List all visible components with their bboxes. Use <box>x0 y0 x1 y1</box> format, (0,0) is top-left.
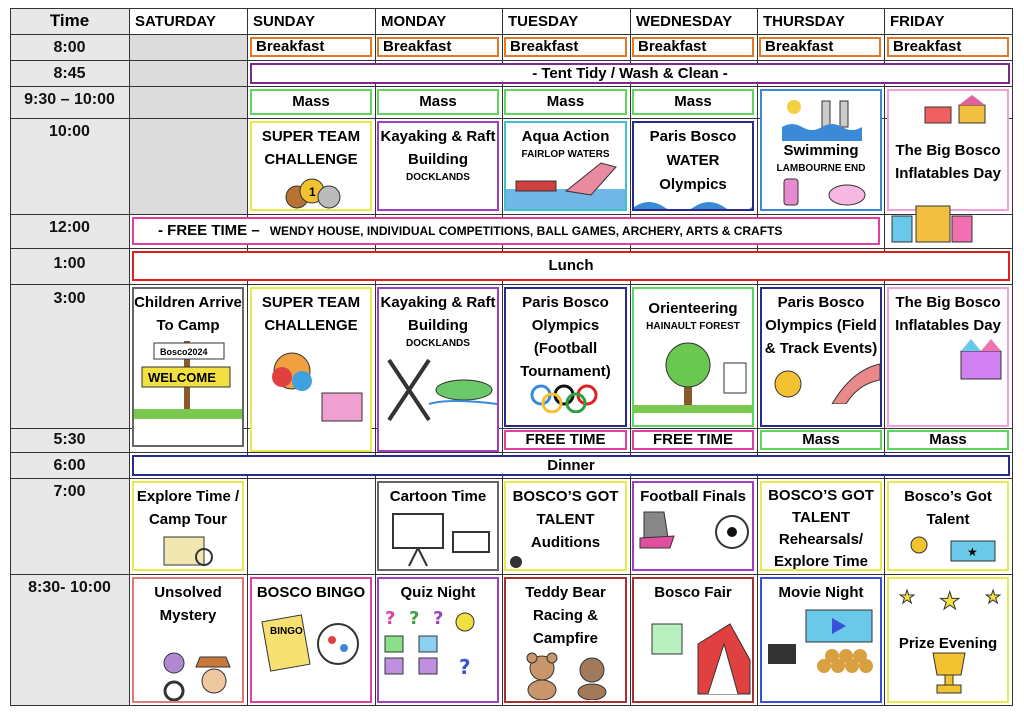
kayak-paddles-icon <box>379 350 497 450</box>
water-splash-icon <box>634 197 752 211</box>
time-column <box>10 8 129 706</box>
svg-text:WELCOME: WELCOME <box>148 370 216 385</box>
time-0930: 9:30 – 10:00 <box>24 91 115 108</box>
morning-tuesday: Aqua Action FAIRLOP WATERS <box>504 121 627 211</box>
map-magnifier-icon <box>134 531 242 571</box>
mass-friday-evening: Mass <box>887 430 1009 450</box>
time-0300: 3:00 <box>53 290 86 307</box>
svg-text:?: ? <box>409 608 420 629</box>
breakfast-tuesday: Breakfast <box>504 37 627 57</box>
breakfast-thursday: Breakfast <box>759 37 881 57</box>
afternoon-wednesday: Orienteering HAINAULT FOREST <box>632 287 754 427</box>
projector-screen-icon <box>379 508 497 569</box>
pool-icon <box>782 97 862 141</box>
football-boot-icon <box>634 508 752 569</box>
header-wednesday: WEDNESDAY <box>636 12 733 30</box>
breakfast-monday: Breakfast <box>377 37 499 57</box>
breakfast-friday: Breakfast <box>887 37 1009 57</box>
mass-thursday-evening: Mass <box>760 430 882 450</box>
afternoon-monday: Kayaking & Raft Building DOCKLANDS <box>377 287 499 452</box>
track-medal-icon <box>762 360 880 425</box>
time-1200: 12:00 <box>49 219 90 236</box>
inflatable-castle-icon <box>886 198 976 244</box>
night-monday: Quiz Night ? ? ? ? <box>377 577 499 703</box>
svg-text:★: ★ <box>967 545 978 559</box>
svg-text:?: ? <box>459 655 471 679</box>
breakfast-sunday: Breakfast <box>250 37 372 57</box>
header-time: Time <box>49 11 90 30</box>
movie-popcorn-icon <box>762 604 880 701</box>
free-time-bar: - FREE TIME – WENDY HOUSE, INDIVIDUAL COMPETITIONS, BALL GAMES, ARCHERY, ARTS & CRAFTS <box>132 217 880 245</box>
header-thursday: THURSDAY <box>763 12 845 30</box>
question-marks-icon <box>379 604 497 701</box>
stars-top-icon <box>895 583 1005 613</box>
detective-icon <box>134 627 242 703</box>
svg-text:?: ? <box>385 608 396 629</box>
svg-text:1: 1 <box>309 185 316 199</box>
trophy-icon <box>919 649 979 695</box>
night-tuesday: Teddy Bear Racing & Campfire <box>504 577 627 703</box>
mass-tuesday: Mass <box>504 89 627 115</box>
seven-wednesday: Football Finals <box>632 481 754 571</box>
svg-text:★: ★ <box>899 587 916 608</box>
morning-thursday: Swimming LAMBOURNE END <box>760 89 882 211</box>
bingo-card-text: BINGO <box>270 626 303 637</box>
svg-text:Bosco2024: Bosco2024 <box>160 347 208 357</box>
pool-float-icon <box>762 175 880 209</box>
time-0600: 6:00 <box>53 457 86 474</box>
morning-monday: Kayaking & Raft Building DOCKLANDS <box>377 121 499 211</box>
mass-wednesday: Mass <box>632 89 754 115</box>
ticket-star-icon <box>889 531 1007 569</box>
night-saturday: Unsolved Mystery <box>132 577 244 703</box>
header-tuesday: TUESDAY <box>508 12 579 30</box>
welcome-sign-icon <box>134 337 242 445</box>
seven-monday: Cartoon Time <box>377 481 499 571</box>
forest-map-icon <box>634 333 752 425</box>
teamwork-hands-icon <box>252 337 370 450</box>
saturday-morning-empty <box>129 34 247 214</box>
medals-icon <box>252 171 370 211</box>
waterslide-icon <box>506 161 625 209</box>
svg-text:?: ? <box>433 608 444 629</box>
morning-wednesday: Paris Bosco WATER Olympics <box>632 121 754 211</box>
tent-tidy-bar: - Tent Tidy / Wash & Clean - <box>250 63 1010 84</box>
night-sunday: BOSCO BINGO BINGO <box>250 577 372 703</box>
time-0100: 1:00 <box>53 255 86 272</box>
night-thursday: Movie Night <box>760 577 882 703</box>
free-time-tuesday: FREE TIME <box>504 430 627 450</box>
breakfast-wednesday: Breakfast <box>632 37 754 57</box>
time-1000: 10:00 <box>49 123 90 140</box>
night-friday: ★ ★ ★ Prize Evening <box>887 577 1009 703</box>
castle-icon <box>889 337 1007 425</box>
header-monday: MONDAY <box>381 12 447 30</box>
time-0830: 8:30- 10:00 <box>28 579 111 596</box>
olympic-rings-icon <box>506 383 625 425</box>
timetable-grid <box>10 8 1013 706</box>
night-wednesday: Bosco Fair <box>632 577 754 703</box>
header-sunday: SUNDAY <box>253 12 315 30</box>
morning-friday: The Big Bosco Inflatables Day <box>887 89 1009 211</box>
seven-friday: Bosco’s Got Talent ★ <box>887 481 1009 571</box>
microphone-icon <box>506 554 625 571</box>
free-time-wednesday: FREE TIME <box>632 430 754 450</box>
teddy-bears-icon <box>506 650 625 701</box>
mass-monday: Mass <box>377 89 499 115</box>
seven-saturday: Explore Time / Camp Tour <box>132 481 244 571</box>
seven-thursday: BOSCO’S GOT TALENT Rehearsals/ Explore Time <box>760 481 882 571</box>
svg-text:★: ★ <box>939 587 961 613</box>
dinner-bar: Dinner <box>132 455 1010 476</box>
circus-tent-icon <box>634 604 752 701</box>
mass-sunday: Mass <box>250 89 372 115</box>
header-friday: FRIDAY <box>890 12 945 30</box>
time-0700: 7:00 <box>53 483 86 500</box>
time-0845: 8:45 <box>53 65 86 82</box>
afternoon-friday: The Big Bosco Inflatables Day <box>887 287 1009 427</box>
bouncy-castle-icon <box>919 95 989 125</box>
afternoon-saturday: Children Arrive To Camp Bosco2024 WELCOME <box>132 287 244 447</box>
afternoon-tuesday: Paris Bosco Olympics (Football Tournament) <box>504 287 627 427</box>
seven-tuesday: BOSCO’S GOT TALENT Auditions <box>504 481 627 571</box>
afternoon-sunday: SUPER TEAM CHALLENGE <box>250 287 372 452</box>
svg-text:★: ★ <box>985 587 1002 608</box>
header-saturday: SATURDAY <box>135 12 216 30</box>
bingo-card-icon <box>252 604 370 701</box>
time-0530: 5:30 <box>53 431 86 448</box>
morning-sunday: SUPER TEAM CHALLENGE 1 <box>250 121 372 211</box>
lunch-bar: Lunch <box>132 251 1010 281</box>
time-0800: 8:00 <box>53 39 86 56</box>
afternoon-thursday: Paris Bosco Olympics (Field & Track Events) <box>760 287 882 427</box>
